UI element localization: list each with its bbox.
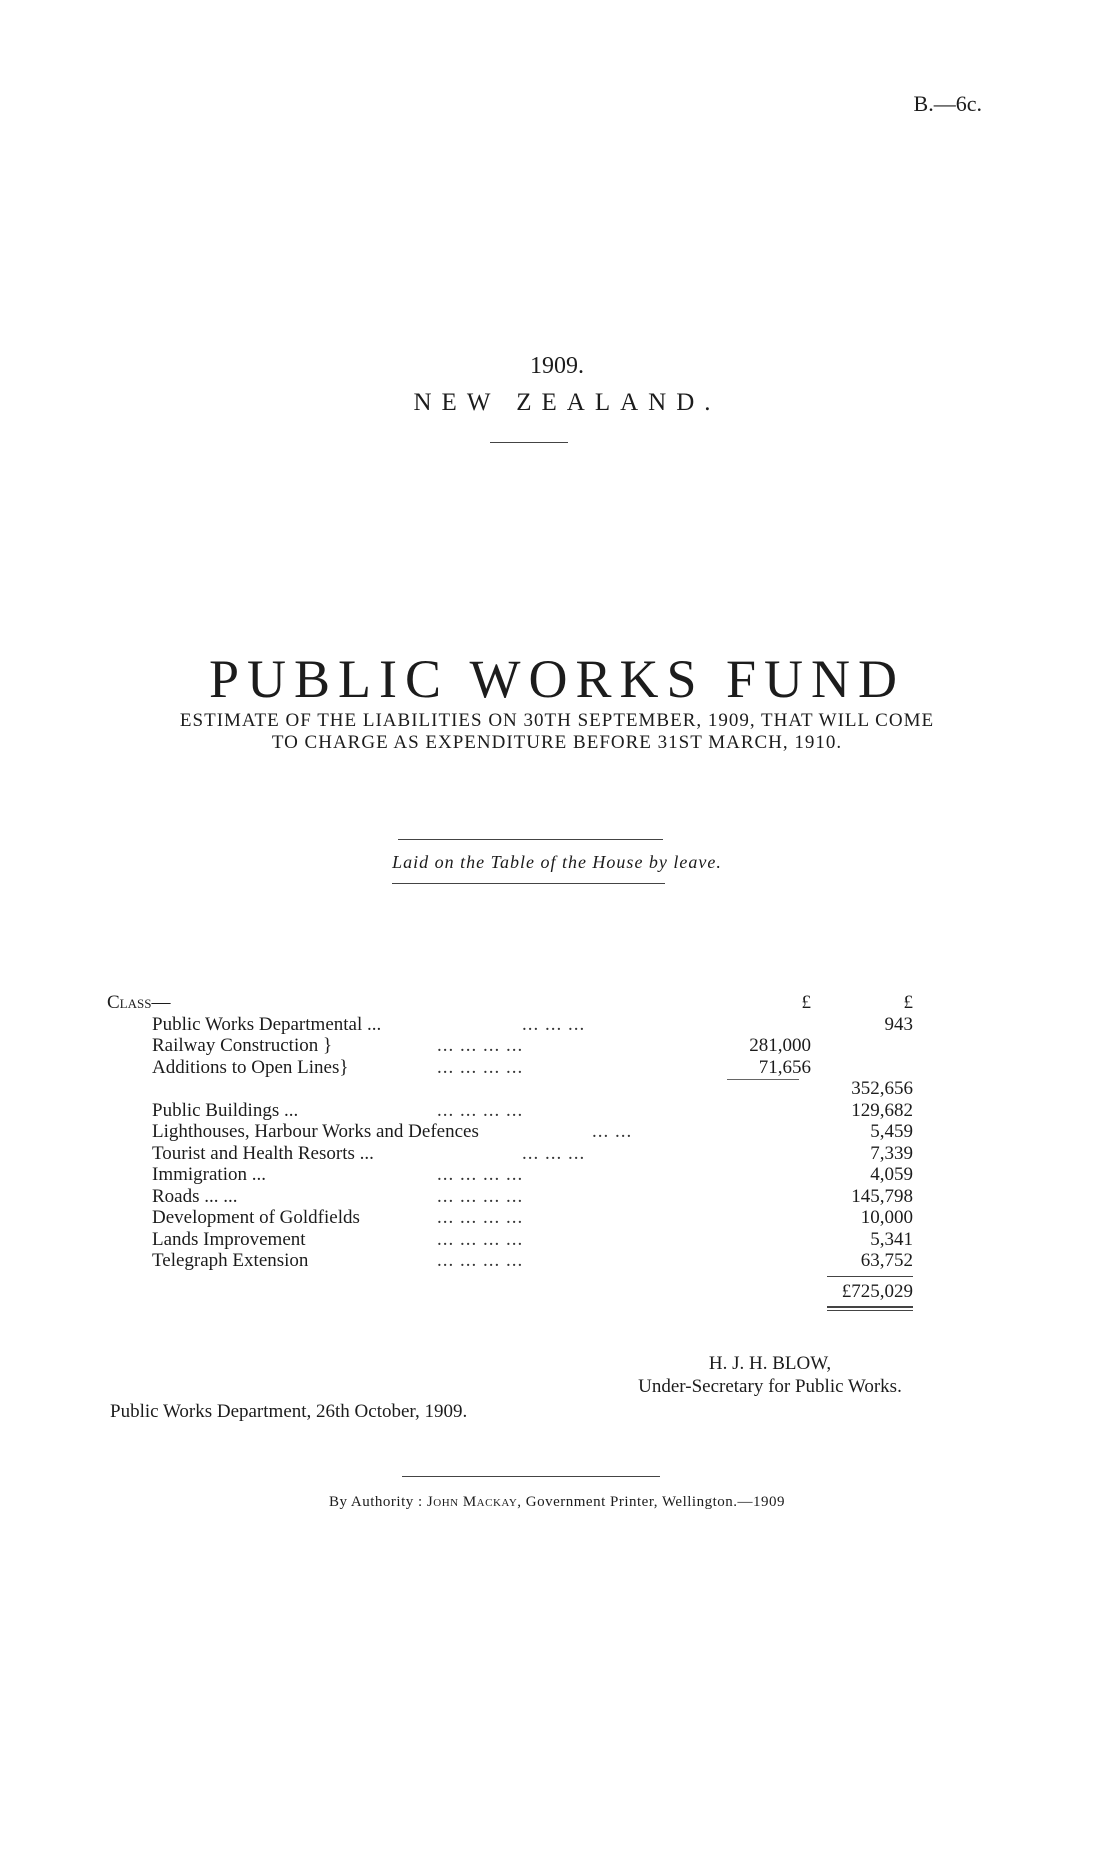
- row-col2: 4,059: [870, 1164, 913, 1185]
- row-label: Additions to Open Lines}: [152, 1056, 349, 1078]
- table-row: [107, 1057, 913, 1079]
- estimate-table: [107, 992, 913, 1312]
- row-col2: 5,341: [870, 1228, 913, 1250]
- department-date-line: Public Works Department, 26th October, 1909.: [110, 1401, 468, 1422]
- document-subtitle: [0, 710, 1114, 754]
- double-rule-bottom: [827, 1310, 913, 1311]
- table-row: [107, 1229, 913, 1251]
- divider-rule: [490, 442, 568, 443]
- table-row: [107, 1100, 913, 1122]
- subtitle-line-1: ESTIMATE OF THE LIABILITIES ON 30TH SEPTEMBER, 1909, THAT WILL COME: [179, 710, 935, 731]
- laid-on-table-note: Laid on the Table of the House by leave.: [392, 852, 722, 872]
- row-leader-dots: ... ... ... ...: [437, 1056, 524, 1078]
- table-row: [107, 1207, 913, 1229]
- country-heading: NEW ZEALAND.: [413, 389, 721, 416]
- imprint-prefix: By Authority :: [328, 1494, 423, 1510]
- row-leader-dots: ... ... ... ...: [437, 1207, 524, 1228]
- total-rule-row: [107, 1272, 913, 1280]
- table-row: [107, 1250, 913, 1272]
- total-rule: [827, 1276, 913, 1277]
- row-label: Railway Construction }: [152, 1035, 333, 1056]
- row-leader-dots: ... ... ... ...: [437, 1164, 524, 1185]
- row-col2: 10,000: [860, 1207, 913, 1228]
- printer-name: John Mackay: [426, 1494, 518, 1510]
- table-row: [107, 1164, 913, 1186]
- row-leader-dots: ... ... ...: [522, 1142, 586, 1164]
- row-label: Public Works Departmental ...: [152, 1013, 382, 1035]
- row-leader-dots: ... ... ...: [522, 1013, 586, 1035]
- row-col2: 63,752: [860, 1250, 913, 1271]
- row-leader-dots: ... ... ... ...: [437, 1099, 524, 1121]
- document-reference: B.—6c.: [913, 91, 982, 116]
- row-leader-dots: ... ... ... ...: [437, 1035, 524, 1056]
- row-col2: 129,682: [851, 1099, 913, 1121]
- double-rule-top: [827, 1306, 913, 1308]
- currency-col2: £: [903, 992, 913, 1013]
- row-label: Telegraph Extension: [152, 1250, 309, 1271]
- subtotal-row: [107, 1078, 913, 1100]
- imprint-suffix: , Government Printer, Wellington.—1909: [517, 1494, 785, 1510]
- grand-total: £725,029: [841, 1280, 913, 1302]
- row-label: Development of Goldfields: [152, 1207, 360, 1228]
- total-row: [107, 1280, 913, 1304]
- row-label: Roads ... ...: [152, 1185, 238, 1207]
- table-row: [107, 1143, 913, 1165]
- table-row: [107, 1121, 913, 1143]
- printer-imprint: [0, 1494, 1114, 1511]
- signature-block: [605, 1352, 935, 1398]
- signatory-name: H. J. H. BLOW,: [708, 1353, 832, 1374]
- row-leader-dots: ... ... ... ...: [437, 1250, 524, 1271]
- row-col2: 7,339: [870, 1142, 913, 1164]
- subtotal-value: 352,656: [851, 1078, 913, 1099]
- row-leader-dots: ... ... ... ...: [437, 1228, 524, 1250]
- row-col2: 145,798: [851, 1185, 913, 1207]
- row-col1: 281,000: [749, 1035, 811, 1056]
- divider-rule: [402, 1476, 660, 1477]
- row-label: Lighthouses, Harbour Works and Defences: [152, 1121, 479, 1142]
- table-row: [107, 1186, 913, 1208]
- row-leader-dots: ... ... ... ...: [437, 1185, 524, 1207]
- row-label: Tourist and Health Resorts ...: [152, 1142, 374, 1164]
- row-leader-dots: ... ...: [592, 1121, 633, 1142]
- divider-rule: [398, 839, 663, 840]
- row-label: Public Buildings ...: [152, 1099, 299, 1121]
- table-header-row: [107, 992, 913, 1014]
- document-year: 1909.: [530, 353, 584, 379]
- page-title: PUBLIC WORKS FUND: [208, 649, 906, 709]
- table-row: [107, 1014, 913, 1036]
- class-label: Class—: [107, 992, 171, 1013]
- subtotal-rule: [727, 1079, 799, 1080]
- double-rule-row: [107, 1304, 913, 1312]
- row-label: Immigration ...: [152, 1164, 266, 1185]
- table-row: [107, 1035, 913, 1057]
- signatory-title: Under-Secretary for Public Works.: [638, 1376, 902, 1397]
- row-col2: 943: [884, 1013, 913, 1035]
- currency-col1: £: [801, 992, 811, 1013]
- row-col1: 71,656: [758, 1056, 811, 1078]
- row-col2: 5,459: [870, 1121, 913, 1142]
- divider-rule: [392, 883, 665, 884]
- subtitle-line-2: TO CHARGE AS EXPENDITURE BEFORE 31ST MARCH, 1910.: [271, 732, 843, 753]
- row-label: Lands Improvement: [152, 1228, 306, 1250]
